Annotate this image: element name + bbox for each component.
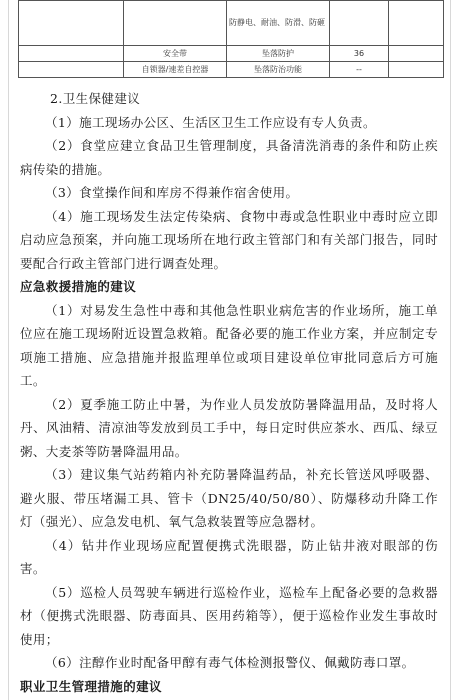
section-subheading: 2.卫生保健建议 [50, 91, 141, 106]
table-row [19, 46, 444, 62]
table-cell [19, 62, 124, 78]
table-row [19, 1, 444, 46]
page-edge-left [8, 0, 9, 700]
table-cell: 36 [330, 46, 389, 62]
paragraph: （5）巡检人员驾驶车辆进行巡检作业，巡检车上配备必要的急救器材（便携式洗眼器、防毒面具、医用药箱等），便于巡检作业发生事故时使用； [20, 584, 438, 647]
table-cell [389, 46, 444, 62]
table-cell [124, 1, 227, 46]
paragraph: （2）食堂应建立食品卫生管理制度，具备清洗消毒的条件和防止疾病传染的措施。 [20, 138, 438, 177]
table-cell: 防静电、耐油、防滑、防砸 [227, 1, 330, 46]
paragraph: （4）施工现场发生法定传染病、食物中毒或急性职业中毒时应立即启动应急预案，并向施工现场所在地行政主管部门和有关部门报告，同时要配合行政主管部门进行调查处理。 [20, 208, 438, 271]
table-cell: 坠落防治功能 [227, 62, 330, 78]
paragraph: （1）施工现场办公区、生活区卫生工作应设有专人负责。 [45, 114, 376, 130]
paragraph: （3）建议集气站药箱内补充防暑降温药品，补充长管送风呼吸器、避火服、带压堵漏工具、管卡（DN25/40/50/80）、防爆移动升降工作灯（强光）、应急发电机、氧气急救装置等应急器材。 [20, 467, 438, 529]
section-heading: 应急救援措施的建议 [20, 279, 137, 294]
table-cell [330, 1, 389, 46]
protective-equipment-table [18, 0, 444, 78]
table-cell: 坠落防护 [227, 46, 330, 62]
table-cell [389, 62, 444, 78]
table-cell: 自锁器/速差自控器 [124, 62, 227, 78]
document-body [20, 87, 438, 698]
table-cell [389, 1, 444, 46]
table-cell [19, 46, 124, 62]
table-cell [19, 1, 124, 46]
page-edge-right [450, 0, 451, 700]
section-heading: 职业卫生管理措施的建议 [20, 678, 162, 694]
paragraph: （2）夏季施工防止中暑，为作业人员发放防暑降温用品，及时将人丹、风油精、清凉油等发放到员工手中，每日定时供应茶水、西瓜、绿豆粥、大麦茶等防暑降温用品。 [20, 396, 438, 459]
paragraph: （1）对易发生急性中毒和其他急性职业病危害的作业场所，施工单位应在施工现场附近设置急救箱。配备必要的施工作业方案，并应制定专项施工措施、应急措施并报监理单位或项目建设单位审批同意后方可施工。 [20, 302, 438, 388]
table-cell: -- [330, 62, 389, 78]
table-cell: 安全带 [124, 46, 227, 62]
paragraph: （6）注醇作业时配备甲醇有毒气体检测报警仪、佩戴防毒口罩。 [45, 655, 415, 670]
paragraph: （3）食堂操作间和库房不得兼作宿舍使用。 [45, 185, 299, 200]
paragraph: （4）钻井作业现场应配置便携式洗眼器，防止钻井液对眼部的伤害。 [20, 537, 438, 576]
table-row [19, 62, 444, 78]
